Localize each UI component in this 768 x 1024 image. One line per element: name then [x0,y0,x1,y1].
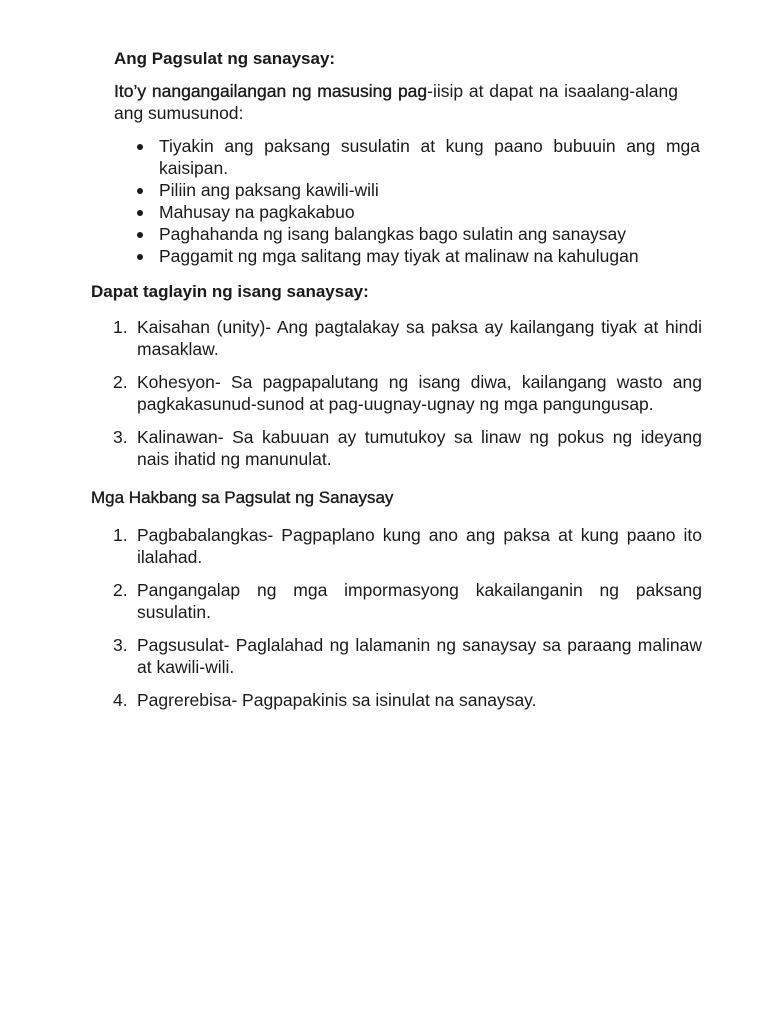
list-item [113,426,702,470]
item-number: 1. [113,317,128,337]
bullet-text: Mahusay na pagkakabuo [159,202,355,222]
bullet-icon [137,144,143,150]
bullet-icon [137,232,143,238]
intro-emphasis: Ito’y nangangailangan ng masusing pag [114,81,428,101]
item-number: 1. [113,525,128,545]
bullet-item [159,245,700,267]
list-item [113,689,702,711]
bullet-item [159,179,700,201]
numbered-list-hakbang [113,524,702,722]
intro-rest: -iisip at dapat na isaalang-alang ang sumusunod: [114,81,678,123]
section-heading-pagsulat: Ang Pagsulat ng sanaysay: [114,49,336,68]
bullet-item [159,223,700,245]
item-text: Pagbabalangkas- Pagpaplano kung ano ang paksa at kung paano ito ilalahad. [137,525,702,567]
intro-paragraph [114,80,678,124]
bullet-item [159,135,700,179]
list-item [113,524,702,568]
item-text: Kohesyon- Sa pagpapalutang ng isang diwa, kailangang wasto ang pagkakasunud-sunod at pag-uugnay-ugnay ng mga pangungusap. [137,372,702,414]
bullet-text: Piliin ang paksang kawili-wili [159,180,379,200]
item-number: 4. [113,690,128,710]
section-heading-taglayin: Dapat taglayin ng isang sanaysay: [91,282,369,301]
bullet-icon [137,210,143,216]
item-text: Pangangalap ng mga impormasyong kakailanganin ng paksang susulatin. [137,580,702,622]
item-number: 2. [113,372,128,392]
list-item [113,579,702,623]
item-number: 3. [113,635,128,655]
list-item [113,371,702,415]
bullet-text: Tiyakin ang paksang susulatin at kung paano bubuuin ang mga kaisipan. [159,136,700,178]
list-item [113,316,702,360]
list-item [113,634,702,678]
item-text: Pagrerebisa- Pagpapakinis sa isinulat na sanaysay. [137,690,537,710]
item-text: Kaisahan (unity)- Ang pagtalakay sa paksa ay kailangang tiyak at hindi masaklaw. [137,317,702,359]
numbered-list-katangian [113,316,702,481]
section-heading-hakbang: Mga Hakbang sa Pagsulat ng Sanaysay [91,488,394,507]
bullet-text: Paghahanda ng isang balangkas bago sulatin ang sanaysay [159,224,627,244]
item-number: 2. [113,580,128,600]
bullet-icon [137,254,143,260]
bullet-item [159,201,700,223]
bullet-list [137,135,700,267]
bullet-icon [137,188,143,194]
bullet-text: Paggamit ng mga salitang may tiyak at malinaw na kahulugan [159,246,639,266]
item-number: 3. [113,427,128,447]
item-text: Kalinawan- Sa kabuuan ay tumutukoy sa linaw ng pokus ng ideyang nais ihatid ng manunulat. [137,427,702,469]
item-text: Pagsusulat- Paglalahad ng lalamanin ng sanaysay sa paraang malinaw at kawili-wili. [137,635,702,677]
